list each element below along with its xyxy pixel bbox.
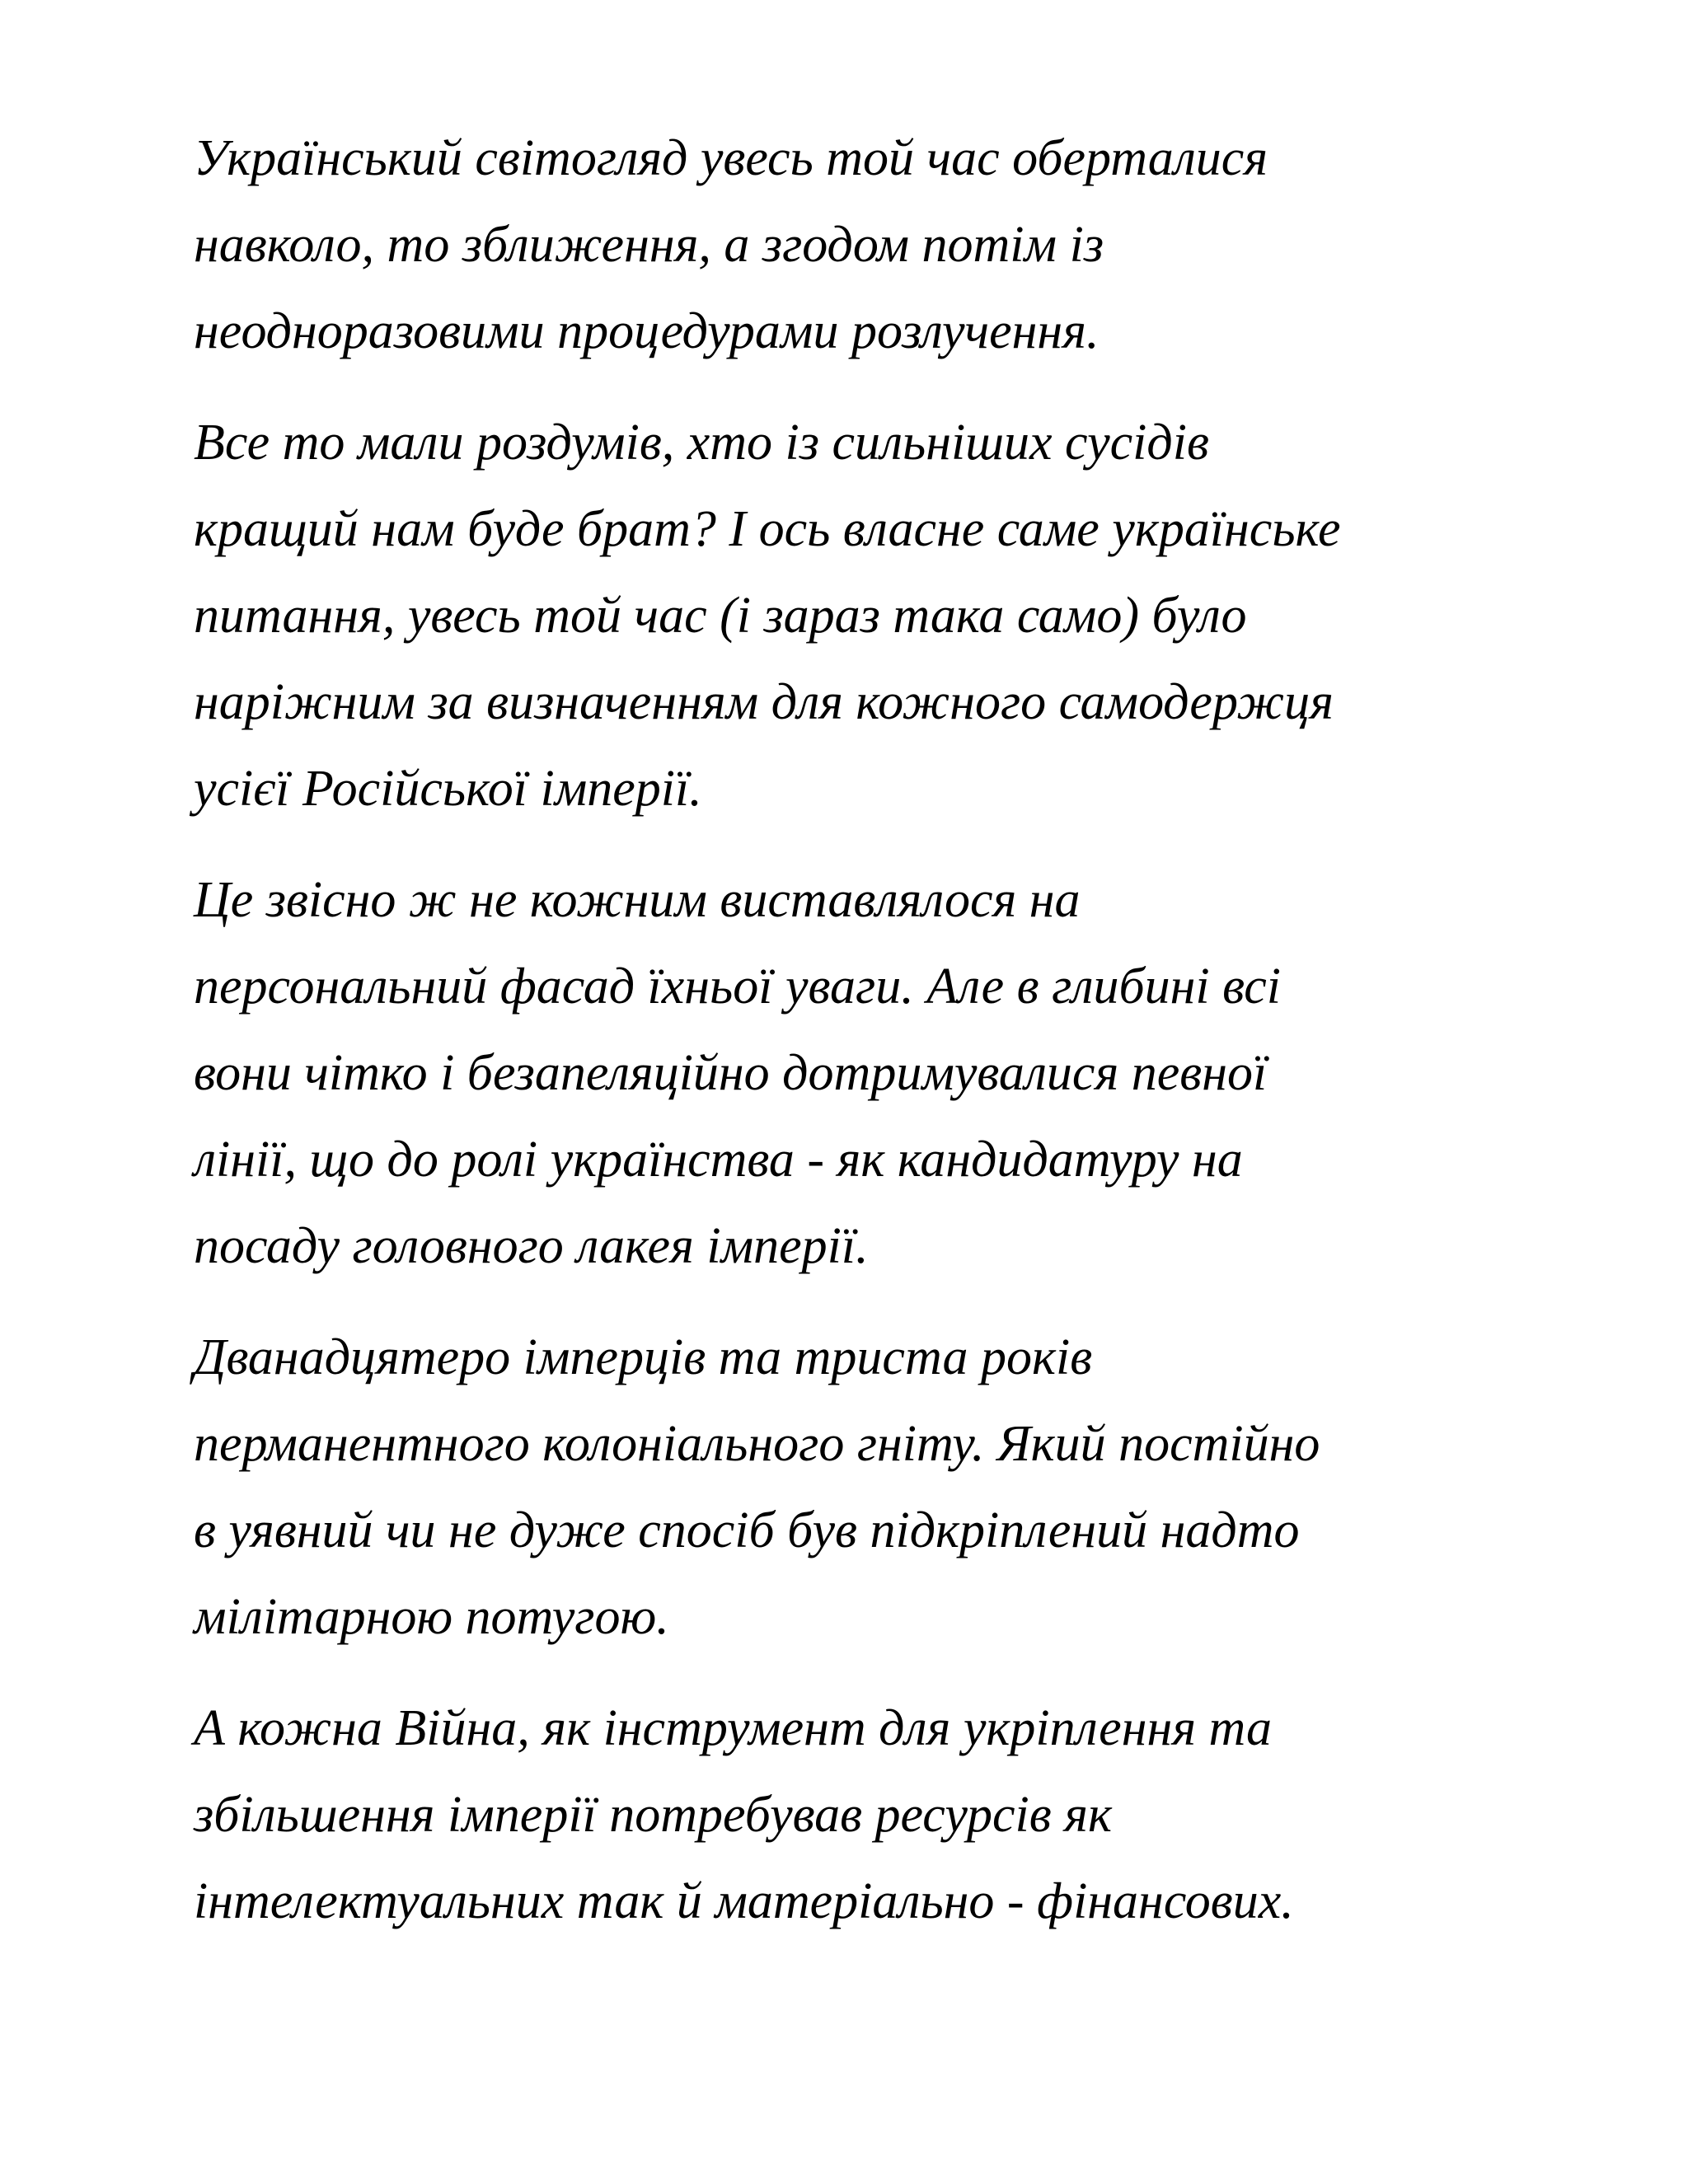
paragraph-line: усієї Російської імперії. [194, 761, 702, 817]
paragraph-line: наріжним за визначенням для кожного самодержця [194, 674, 1334, 730]
paragraph-line: мілітарною потугою. [194, 1589, 669, 1645]
paragraph-line: перманентного колоніального гніту. Який постійно [194, 1416, 1320, 1472]
paragraph-line: кращий нам буде брат? І ось власне саме українське [194, 501, 1341, 557]
paragraph-line: лінії, що до ролі українства - як кандидатуру на [194, 1132, 1243, 1188]
paragraph-line: навколо, то зближення, а згодом потім із [194, 217, 1104, 273]
paragraph-line: Це звісно ж не кожним виставлялося на [194, 872, 1081, 928]
paragraph-line: неодноразовими процедурами розлучення. [194, 303, 1100, 359]
paragraph-line: вони чітко і безапеляційно дотримувалися певної [194, 1045, 1268, 1101]
paragraph-line: персональний фасад їхньої уваги. Але в глибині всі [194, 958, 1281, 1015]
paragraph-line: Дванадцятеро імперців та триста років [194, 1329, 1093, 1385]
paragraph-line: в уявний чи не дуже спосіб був підкріплений надто [194, 1502, 1300, 1558]
paragraph-line: збільшення імперії потребував ресурсів як [194, 1787, 1113, 1843]
paragraph-line: Український світогляд увесь той час оберталися [194, 130, 1268, 186]
paragraph-line: Все то мали роздумів, хто із сильніших сусідів [194, 415, 1209, 471]
paragraph-5 [194, 1685, 1578, 1945]
paragraph-1 [194, 115, 1578, 375]
document-text [194, 115, 1578, 1970]
paragraph-3 [194, 857, 1578, 1290]
paragraph-line: А кожна Війна, як інструмент для укріплення та [194, 1700, 1273, 1756]
paragraph-line: посаду головного лакея імперії. [194, 1218, 869, 1274]
paragraph-4 [194, 1315, 1578, 1661]
paragraph-line: питання, увесь той час (і зараз така само) було [194, 588, 1247, 644]
paragraph-line: інтелектуальних так й матеріально - фінансових. [194, 1873, 1294, 1929]
paragraph-2 [194, 400, 1578, 832]
